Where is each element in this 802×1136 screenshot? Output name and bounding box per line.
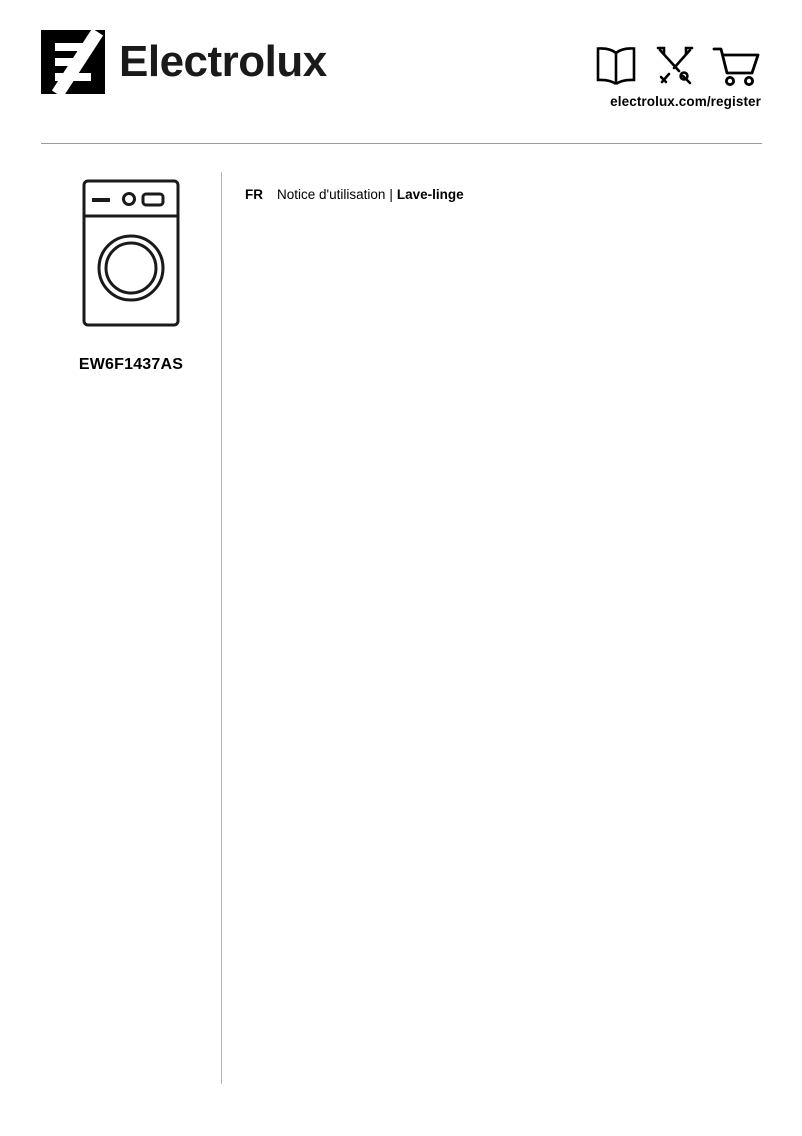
manual-book-icon[interactable] <box>593 44 639 88</box>
document-info-column <box>245 186 755 204</box>
document-title-line <box>245 186 755 204</box>
header-icon-row <box>571 34 761 88</box>
column-divider <box>221 172 222 1084</box>
brand-name: Electrolux <box>119 37 327 86</box>
brand-logo <box>41 30 327 94</box>
washing-machine-icon <box>41 178 221 328</box>
shopping-cart-icon[interactable] <box>711 44 761 88</box>
electrolux-e-mark-icon <box>41 30 105 94</box>
document-product-name: Lave-linge <box>396 187 464 202</box>
document-language: FR <box>245 187 263 202</box>
page-header <box>41 30 761 120</box>
product-column <box>41 170 221 374</box>
document-type: Notice d'utilisation <box>277 187 386 202</box>
document-separator: | <box>389 187 393 202</box>
header-right-group <box>571 34 761 109</box>
header-divider <box>41 143 762 144</box>
register-url[interactable]: electrolux.com/register <box>610 94 761 109</box>
tools-icon[interactable] <box>653 44 697 88</box>
model-code: EW6F1437AS <box>78 356 184 373</box>
